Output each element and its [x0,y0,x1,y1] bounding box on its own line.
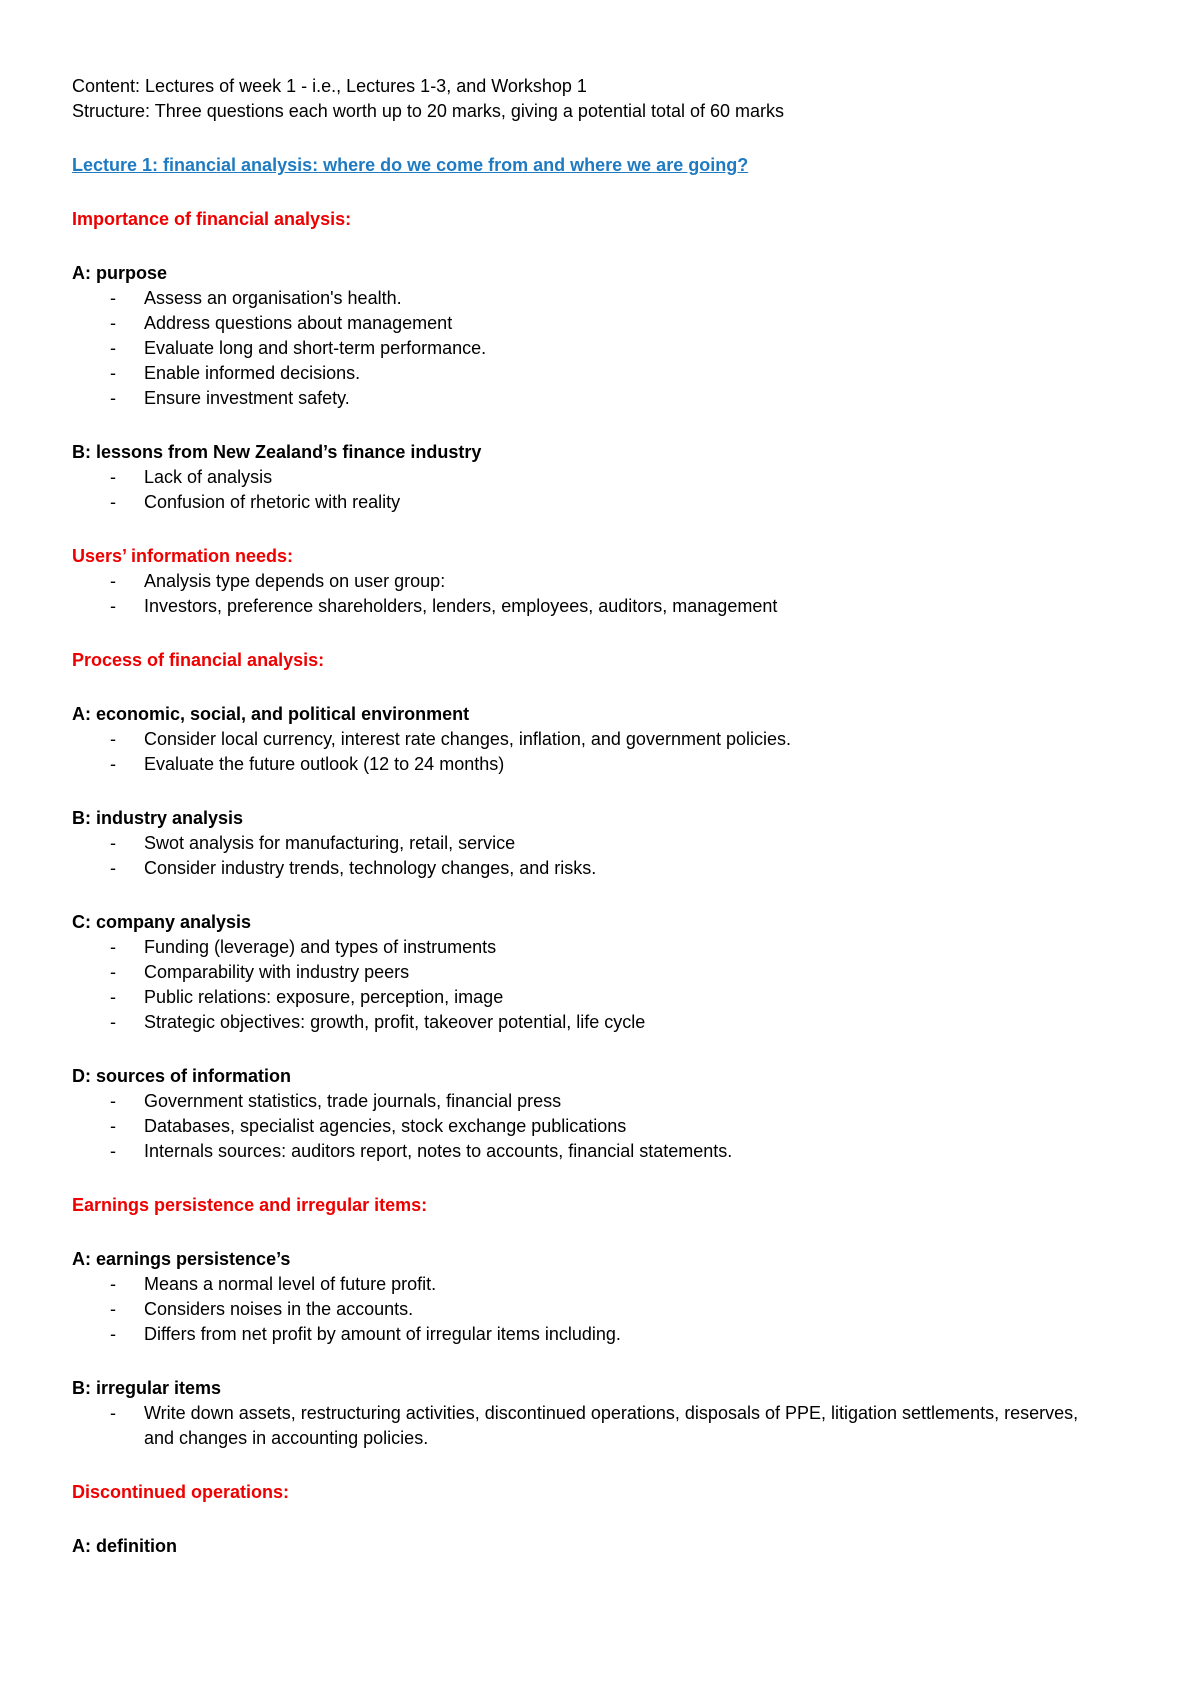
list-item-text: Consider local currency, interest rate changes, inflation, and government policies. [144,729,792,749]
list-item [72,1272,1132,1297]
list-item [72,465,1132,490]
section-heading-users: Users’ information needs: [72,546,294,566]
dash-bullet-icon: - [110,1141,116,1161]
list-item-text: Internals sources: auditors report, notes to accounts, financial statements. [144,1141,733,1161]
list-item [72,1401,1132,1451]
spacer [72,1035,1132,1064]
subheading-irregular-items: B: irregular items [72,1378,222,1398]
list-item [72,1297,1132,1322]
spacer [72,515,1132,544]
bullet-list-purpose [72,286,1132,411]
dash-bullet-icon: - [110,1324,116,1344]
dash-bullet-icon: - [110,987,116,1007]
dash-bullet-icon: - [110,1403,116,1423]
bullet-list-industry [72,831,1132,881]
list-item-text: Investors, preference shareholders, lenders, employees, auditors, management [144,596,778,616]
list-item [72,336,1132,361]
list-item-text: Swot analysis for manufacturing, retail, service [144,833,516,853]
lecture-heading-link[interactable]: Lecture 1: financial analysis: where do we come from and where we are going? [72,155,749,175]
list-item-text: Enable informed decisions. [144,363,361,383]
dash-bullet-icon: - [110,596,116,616]
subheading-industry: B: industry analysis [72,808,244,828]
list-item-text: Lack of analysis [144,467,273,487]
spacer [72,1164,1132,1193]
list-item-text: Analysis type depends on user group: [144,571,446,591]
dash-bullet-icon: - [110,492,116,512]
list-item [72,727,1132,752]
bullet-list-lessons [72,465,1132,515]
list-item [72,386,1132,411]
dash-bullet-icon: - [110,962,116,982]
list-item [72,361,1132,386]
list-item-text: Government statistics, trade journals, financial press [144,1091,562,1111]
spacer [72,1218,1132,1247]
dash-bullet-icon: - [110,858,116,878]
list-item [72,985,1132,1010]
list-item-text: Public relations: exposure, perception, image [144,987,504,1007]
bullet-list-sources [72,1089,1132,1164]
spacer [72,1347,1132,1376]
subheading-company: C: company analysis [72,912,252,932]
list-item [72,490,1132,515]
list-item [72,286,1132,311]
dash-bullet-icon: - [110,313,116,333]
list-item [72,311,1132,336]
intro-structure-line: Structure: Three questions each worth up to 20 marks, giving a potential total of 60 marks [72,101,785,121]
spacer [72,881,1132,910]
dash-bullet-icon: - [110,388,116,408]
subheading-purpose: A: purpose [72,263,168,283]
list-item-text: Evaluate long and short-term performance. [144,338,487,358]
dash-bullet-icon: - [110,1299,116,1319]
bullet-list-earnings-persistence [72,1272,1132,1347]
spacer [72,232,1132,261]
list-item-text: Assess an organisation's health. [144,288,402,308]
bullet-list-company [72,935,1132,1035]
list-item [72,960,1132,985]
dash-bullet-icon: - [110,1012,116,1032]
list-item-text: Databases, specialist agencies, stock exchange publications [144,1116,627,1136]
dash-bullet-icon: - [110,1274,116,1294]
section-heading-process: Process of financial analysis: [72,650,325,670]
dash-bullet-icon: - [110,729,116,749]
subheading-lessons: B: lessons from New Zealand’s finance industry [72,442,482,462]
spacer [72,411,1132,440]
list-item [72,1322,1132,1347]
dash-bullet-icon: - [110,833,116,853]
spacer [72,777,1132,806]
subheading-earnings-persistence: A: earnings persistence’s [72,1249,291,1269]
list-item-text: Funding (leverage) and types of instruments [144,937,497,957]
subheading-environment: A: economic, social, and political environment [72,704,470,724]
list-item [72,1010,1132,1035]
dash-bullet-icon: - [110,467,116,487]
list-item [72,1114,1132,1139]
list-item [72,569,1132,594]
spacer [72,1505,1132,1534]
list-item-text: Address questions about management [144,313,453,333]
list-item-text: Considers noises in the accounts. [144,1299,414,1319]
list-item-text: Comparability with industry peers [144,962,410,982]
dash-bullet-icon: - [110,1116,116,1136]
subheading-sources: D: sources of information [72,1066,292,1086]
list-item [72,1089,1132,1114]
bullet-list-irregular-items [72,1401,1132,1451]
list-item-text: Differs from net profit by amount of irregular items including. [144,1324,621,1344]
dash-bullet-icon: - [110,571,116,591]
list-item-text: Means a normal level of future profit. [144,1274,437,1294]
list-item [72,831,1132,856]
spacer [72,619,1132,648]
dash-bullet-icon: - [110,754,116,774]
list-item-text: Consider industry trends, technology changes, and risks. [144,858,597,878]
bullet-list-users [72,569,1132,619]
dash-bullet-icon: - [110,363,116,383]
list-item-text: Ensure investment safety. [144,388,350,408]
spacer [72,124,1132,153]
bullet-list-environment [72,727,1132,777]
list-item-text: Write down assets, restructuring activities, discontinued operations, disposals of PPE, litigation settlements, reserves, and changes in accounting policies. [144,1403,1079,1448]
list-item [72,752,1132,777]
intro-content-line: Content: Lectures of week 1 - i.e., Lectures 1-3, and Workshop 1 [72,76,587,96]
list-item-text: Strategic objectives: growth, profit, takeover potential, life cycle [144,1012,646,1032]
list-item [72,935,1132,960]
section-heading-discontinued: Discontinued operations: [72,1482,290,1502]
dash-bullet-icon: - [110,338,116,358]
list-item-text: Confusion of rhetoric with reality [144,492,401,512]
list-item-text: Evaluate the future outlook (12 to 24 months) [144,754,505,774]
document-page [72,74,1132,1559]
list-item [72,1139,1132,1164]
dash-bullet-icon: - [110,288,116,308]
list-item [72,856,1132,881]
dash-bullet-icon: - [110,937,116,957]
section-heading-earnings: Earnings persistence and irregular items: [72,1195,428,1215]
subheading-definition: A: definition [72,1536,177,1556]
spacer [72,673,1132,702]
section-heading-importance: Importance of financial analysis: [72,209,352,229]
spacer [72,1451,1132,1480]
list-item [72,594,1132,619]
spacer [72,178,1132,207]
dash-bullet-icon: - [110,1091,116,1111]
